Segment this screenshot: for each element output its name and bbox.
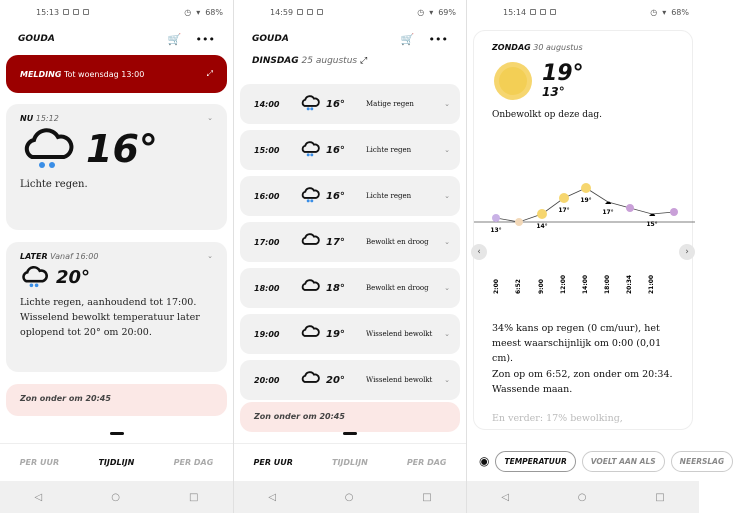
cart-icon[interactable]: 🛒	[167, 32, 182, 46]
notification-icon	[307, 9, 313, 15]
temp-label: 15°	[646, 221, 658, 228]
phone-screen-daily	[466, 0, 725, 513]
drag-handle[interactable]	[110, 432, 124, 435]
later-temperature: 20°	[56, 266, 91, 288]
expand-icon[interactable]: ⤢	[359, 56, 368, 66]
timeline-point	[537, 209, 547, 219]
phone-screen-timeline	[0, 0, 233, 513]
day-date: 30 augustus	[533, 43, 583, 52]
temp-label: 17°	[558, 207, 570, 214]
sun-icon	[492, 60, 534, 102]
notification-icon	[317, 9, 323, 15]
rain-cloud-icon	[300, 187, 326, 205]
now-label: NU	[20, 114, 34, 123]
time-label: 2:00	[493, 279, 500, 294]
hourly-row[interactable]	[240, 268, 460, 308]
weather-alert-banner[interactable]	[6, 55, 227, 93]
time-label: 12:00	[560, 274, 567, 294]
eye-icon[interactable]: ◉	[479, 454, 490, 468]
tab-tijdlijn[interactable]: TIJDLIJN	[98, 458, 135, 467]
hourly-row[interactable]	[240, 222, 460, 262]
temperature-timeline-chart	[474, 176, 695, 306]
tab-per-dag[interactable]: PER DAG	[406, 458, 447, 467]
recents-icon[interactable]: □	[655, 491, 665, 503]
home-icon[interactable]: ○	[344, 491, 354, 503]
hour-temperature: 19°	[326, 328, 345, 340]
expand-icon[interactable]: ⤢	[206, 69, 213, 78]
cloud-icon	[300, 371, 326, 389]
hour-time: 17:00	[254, 237, 280, 247]
status-bar	[0, 0, 233, 24]
now-time: 15:12	[35, 114, 59, 123]
chevron-down-icon[interactable]: ⌄	[444, 192, 450, 200]
wifi-icon: ▾	[429, 7, 434, 17]
chevron-down-icon[interactable]: ⌄	[444, 146, 450, 154]
home-icon[interactable]: ○	[111, 491, 120, 503]
status-bar	[467, 0, 699, 24]
cloud-icon	[300, 325, 326, 343]
day-name: DINSDAG	[252, 56, 299, 66]
hour-description: Lichte regen	[366, 192, 412, 200]
hourly-row[interactable]	[240, 314, 460, 354]
status-time: 14:59	[270, 7, 294, 17]
back-icon[interactable]: ◁	[501, 491, 510, 503]
time-label: 21:00	[648, 274, 655, 294]
chip-voelt-aan-als[interactable]: VOELT AAN ALS	[582, 451, 665, 472]
tab-per-uur[interactable]: PER UUR	[253, 458, 293, 467]
time-label: 9:00	[538, 279, 545, 294]
hour-description: Matige regen	[366, 100, 414, 108]
app-header	[234, 24, 466, 54]
temp-label: 14°	[536, 223, 548, 230]
chevron-left-icon[interactable]: ‹	[471, 244, 487, 260]
rain-cloud-icon	[300, 141, 326, 159]
rain-cloud-icon	[20, 265, 48, 289]
hour-description: Bewolkt en droog	[366, 284, 429, 292]
cloud-icon: ☁	[604, 198, 612, 206]
notification-icon	[530, 9, 536, 15]
sunset-card[interactable]: Zon onder om 20:45	[240, 402, 460, 432]
battery-level: 68%	[671, 7, 689, 17]
app-header	[0, 24, 233, 54]
temp-label: 17°	[602, 209, 614, 216]
chevron-down-icon[interactable]: ⌄	[207, 114, 213, 122]
later-time: Vanaf 16:00	[50, 252, 99, 261]
tab-per-dag[interactable]: PER DAG	[173, 458, 214, 467]
alarm-icon: ◷	[184, 7, 192, 17]
now-card[interactable]	[6, 104, 227, 230]
hourly-row[interactable]	[240, 84, 460, 124]
day-detail-card	[473, 30, 693, 430]
temperature-line	[496, 188, 674, 222]
hour-temperature: 17°	[326, 236, 345, 248]
status-time: 15:13	[36, 7, 60, 17]
alert-label: MELDING	[20, 69, 62, 79]
recents-icon[interactable]: □	[189, 491, 199, 503]
hourly-row[interactable]	[240, 176, 460, 216]
status-time: 15:14	[503, 7, 527, 17]
sun-times-text: Zon op om 6:52, zon onder om 20:34. Wassende maan.	[492, 369, 673, 395]
hour-time: 20:00	[254, 375, 280, 385]
chevron-down-icon[interactable]: ⌄	[444, 238, 450, 246]
home-icon[interactable]: ○	[577, 491, 587, 503]
recents-icon[interactable]: □	[422, 491, 432, 503]
bottom-tabs	[234, 443, 466, 481]
timeline-point	[626, 204, 634, 212]
time-label: 14:00	[582, 274, 589, 294]
timeline-point	[670, 208, 678, 216]
more-options-icon[interactable]: •••	[428, 32, 448, 46]
temp-label: 13°	[490, 227, 502, 234]
timeline-point	[581, 183, 591, 193]
rain-chance-text: 34% kans op regen (0 cm/uur), het meest waarschijnlijk om 0:00 (0,01 cm).	[492, 323, 662, 364]
chip-temperatuur[interactable]: TEMPERATUUR	[495, 451, 575, 472]
battery-level: 68%	[205, 7, 223, 17]
hour-description: Wisselend bewolkt	[366, 376, 433, 384]
notification-icon	[550, 9, 556, 15]
hour-time: 16:00	[254, 191, 280, 201]
battery-level: 69%	[438, 7, 456, 17]
hourly-row[interactable]	[240, 130, 460, 170]
tab-per-uur[interactable]: PER UUR	[19, 458, 60, 467]
sunset-card[interactable]: Zon onder om 20:45	[6, 384, 227, 416]
cart-icon[interactable]: 🛒	[400, 32, 415, 46]
now-description: Lichte regen.	[20, 179, 88, 190]
day-summary: Onbewolkt op deze dag.	[492, 110, 602, 120]
chevron-down-icon[interactable]: ⌄	[444, 330, 450, 338]
wifi-icon: ▾	[662, 7, 667, 17]
high-temperature: 19°	[542, 61, 584, 86]
phone-screen-hourly	[233, 0, 466, 513]
tab-tijdlijn[interactable]: TIJDLIJN	[331, 458, 368, 467]
back-icon[interactable]: ◁	[34, 491, 43, 503]
hour-temperature: 20°	[326, 374, 345, 386]
hour-temperature: 16°	[326, 98, 345, 110]
hour-temperature: 16°	[326, 190, 345, 202]
hour-time: 14:00	[254, 99, 280, 109]
chevron-down-icon[interactable]: ⌄	[444, 284, 450, 292]
time-label: 18:00	[604, 274, 611, 294]
chevron-down-icon[interactable]: ⌄	[444, 100, 450, 108]
drag-handle[interactable]	[343, 432, 357, 435]
cloud-icon: ☁	[648, 210, 656, 218]
alarm-icon: ◷	[417, 7, 425, 17]
more-options-icon[interactable]: •••	[195, 32, 215, 46]
time-label: 6:52	[515, 279, 522, 294]
back-icon[interactable]: ◁	[268, 491, 277, 503]
location-title[interactable]: GOUDA	[18, 34, 55, 44]
timeline-point	[559, 193, 569, 203]
later-label: LATER	[20, 252, 48, 261]
system-nav-bar	[467, 481, 699, 513]
system-nav-bar	[234, 481, 466, 513]
later-card[interactable]	[6, 242, 227, 372]
bottom-tabs	[0, 443, 233, 481]
day-name: ZONDAG	[492, 43, 531, 52]
wifi-icon: ▾	[196, 7, 201, 17]
notification-icon	[540, 9, 546, 15]
status-bar	[234, 0, 466, 24]
hour-time: 15:00	[254, 145, 280, 155]
cloud-icon	[300, 279, 326, 297]
location-title[interactable]: GOUDA	[252, 34, 289, 44]
rain-cloud-icon	[20, 127, 74, 171]
hourly-row[interactable]	[240, 360, 460, 400]
chevron-down-icon[interactable]: ⌄	[444, 376, 450, 384]
temp-label: 19°	[580, 197, 592, 204]
chip-neerslag[interactable]: NEERSLAG	[671, 451, 733, 472]
timeline-point	[492, 214, 500, 222]
rain-cloud-icon	[300, 95, 326, 113]
extra-info-text: En verder: 17% bewolking,	[492, 413, 623, 424]
notification-icon	[63, 9, 69, 15]
hour-temperature: 18°	[326, 282, 345, 294]
chevron-right-icon[interactable]: ›	[679, 244, 695, 260]
day-heading	[234, 54, 466, 74]
hour-time: 19:00	[254, 329, 280, 339]
notification-icon	[73, 9, 79, 15]
system-nav-bar	[0, 481, 233, 513]
chevron-down-icon[interactable]: ⌄	[207, 252, 213, 260]
notification-icon	[297, 9, 303, 15]
hour-description: Bewolkt en droog	[366, 238, 429, 246]
current-temperature: 16°	[86, 127, 158, 171]
low-temperature: 13°	[542, 85, 565, 99]
hour-description: Wisselend bewolkt	[366, 330, 433, 338]
alarm-icon: ◷	[650, 7, 658, 17]
time-label: 20:34	[626, 274, 633, 294]
hour-temperature: 16°	[326, 144, 345, 156]
chart-metric-chips	[467, 447, 725, 475]
cloud-icon	[300, 233, 326, 251]
notification-icon	[83, 9, 89, 15]
timeline-point	[515, 218, 523, 226]
later-description: Lichte regen, aanhoudend tot 17:00. Wisselend bewolkt temperatuur later oplopend tot 20° om 20:00.	[20, 297, 200, 338]
hour-time: 18:00	[254, 283, 280, 293]
hour-description: Lichte regen	[366, 146, 412, 154]
alert-text: Tot woensdag 13:00	[63, 69, 145, 79]
day-date: 25 augustus	[301, 56, 358, 66]
